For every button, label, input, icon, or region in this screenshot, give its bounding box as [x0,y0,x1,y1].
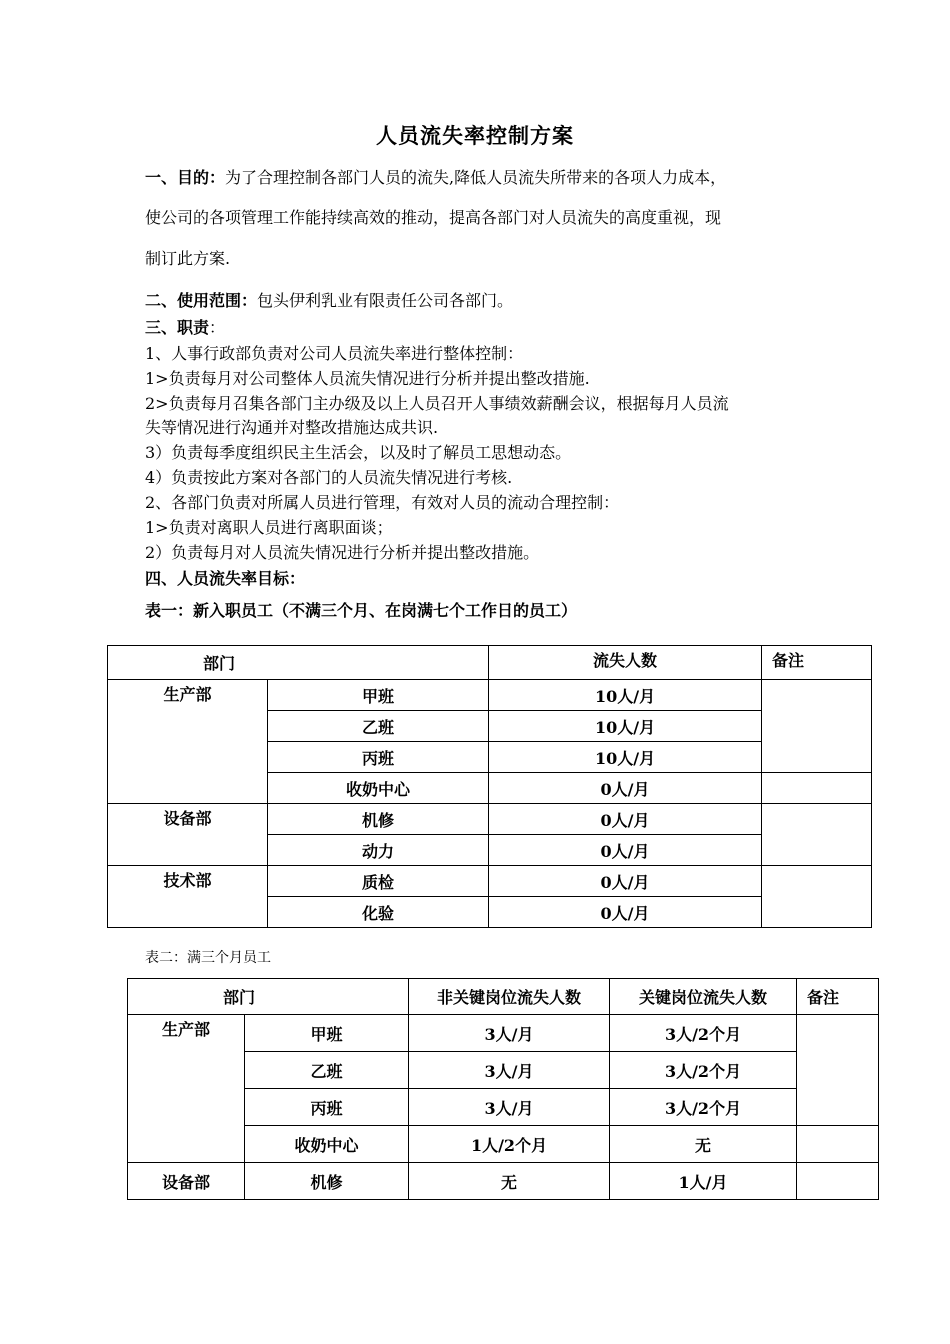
value-cell: 0人/月 [489,804,762,835]
value-cell: 0人/月 [489,897,762,928]
table2 [127,978,879,1200]
remarks-cell [797,1126,879,1163]
value-cell: 3人/月 [409,1089,610,1126]
header-remarks: 备注 [797,979,879,1015]
team-cell: 收奶中心 [245,1126,409,1163]
duty-line: 2）负责每月对人员流失情况进行分析并提出整改措施。 [145,543,540,562]
targets-heading: 四、人员流失率目标： [145,569,306,588]
team-cell: 乙班 [268,711,489,742]
value-cell: 0人/月 [489,835,762,866]
value-cell: 3人/2个月 [610,1089,797,1126]
value-cell: 0人/月 [489,866,762,897]
purpose-heading: 一、目的： [145,168,226,187]
value-cell: 10人/月 [489,680,762,711]
remarks-cell [762,804,872,866]
value-cell: 3人/月 [409,1015,610,1052]
table1-caption: 表一：新入职员工（不满三个月、在岗满七个工作日的员工） [145,601,578,620]
purpose-line-1 [145,168,726,188]
dept-cell: 设备部 [128,1163,245,1200]
document-title: 人员流失率控制方案 [376,123,574,148]
value-cell: 10人/月 [489,742,762,773]
team-cell: 化验 [268,897,489,928]
duty-line: 失等情况进行沟通并对整改措施达成共识. [145,418,439,437]
duty-line: 1>负责对离职人员进行离职面谈； [145,518,393,537]
value-cell: 无 [610,1126,797,1163]
team-cell: 乙班 [245,1052,409,1089]
remarks-cell [797,1163,879,1200]
remarks-cell [762,680,872,773]
table-row [108,804,872,835]
value-cell: 3人/月 [409,1052,610,1089]
table-row [128,1015,879,1052]
team-cell: 机修 [268,804,489,835]
dept-cell: 生产部 [128,1015,245,1163]
scope-line [145,291,513,311]
team-cell: 丙班 [268,742,489,773]
duties-heading: 三、职责 [145,318,210,337]
header-remarks: 备注 [762,646,872,680]
value-cell: 3人/2个月 [610,1052,797,1089]
duty-line: 1>负责每月对公司整体人员流失情况进行分析并提出整改措施. [145,369,590,388]
value-cell: 0人/月 [489,773,762,804]
table-row [108,866,872,897]
purpose-line-2: 使公司的各项管理工作能持续高效的推动，提高各部门对人员流失的高度重视，现 [145,208,722,227]
duty-line: 2、各部门负责对所属人员进行管理，有效对人员的流动合理控制： [145,493,620,512]
value-cell: 1人/月 [610,1163,797,1200]
team-cell: 甲班 [245,1015,409,1052]
header-loss-count: 流失人数 [489,646,762,680]
duty-line: 1、人事行政部负责对公司人员流失率进行整体控制： [145,344,524,363]
team-cell: 机修 [245,1163,409,1200]
remarks-cell [762,773,872,804]
table-header-row [128,979,879,1015]
header-dept: 部门 [108,646,489,680]
duty-line: 4）负责按此方案对各部门的人员流失情况进行考核. [145,468,513,487]
duties-colon: ： [209,318,226,337]
table-header-row [108,646,872,680]
purpose-text-1: 为了合理控制各部门人员的流失,降低人员流失所带来的各项人力成本， [225,168,727,187]
value-cell: 3人/2个月 [610,1015,797,1052]
duty-line: 3）负责每季度组织民主生活会，以及时了解员工思想动态。 [145,443,572,462]
table2-caption: 表二：满三个月员工 [145,950,271,966]
value-cell: 10人/月 [489,711,762,742]
header-key-loss: 关键岗位流失人数 [610,979,797,1015]
dept-cell: 设备部 [108,804,268,866]
dept-cell: 生产部 [108,680,268,804]
team-cell: 甲班 [268,680,489,711]
table-row [128,1163,879,1200]
remarks-cell [762,866,872,928]
remarks-cell [797,1015,879,1126]
duty-line: 2>负责每月召集各部门主办级及以上人员召开人事绩效薪酬会议，根据每月人员流 [145,394,729,413]
table-row [108,680,872,711]
team-cell: 质检 [268,866,489,897]
purpose-line-3: 制订此方案. [145,249,231,268]
value-cell: 无 [409,1163,610,1200]
header-dept: 部门 [128,979,409,1015]
team-cell: 动力 [268,835,489,866]
team-cell: 丙班 [245,1089,409,1126]
table1 [107,645,872,928]
team-cell: 收奶中心 [268,773,489,804]
duties-heading-line [145,318,225,338]
scope-text: 包头伊利乳业有限责任公司各部门。 [257,291,514,310]
header-non-key-loss: 非关键岗位流失人数 [409,979,610,1015]
dept-cell: 技术部 [108,866,268,928]
scope-heading: 二、使用范围： [145,291,258,310]
value-cell: 1人/2个月 [409,1126,610,1163]
